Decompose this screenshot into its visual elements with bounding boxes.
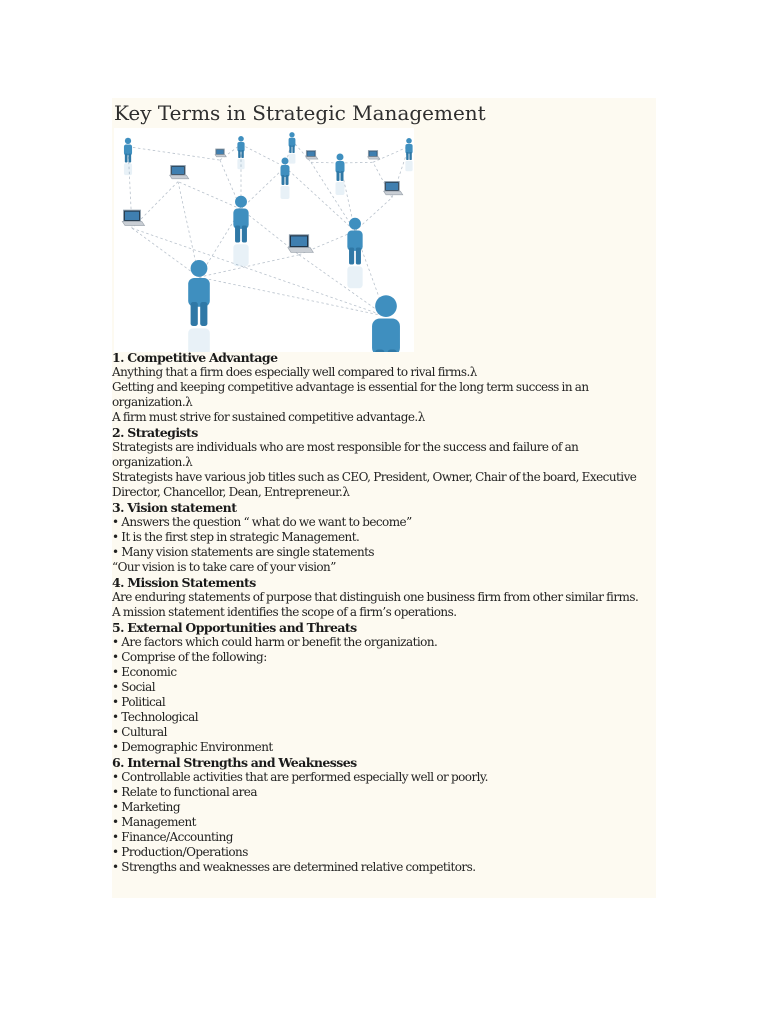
laptop-keyboard-icon [384, 191, 403, 195]
section-line: Are enduring statements of purpose that distinguish one business firm from other similar firms. [112, 590, 639, 604]
person-leg-icon [242, 226, 247, 243]
section-line: “Our vision is to take care of your vision” [112, 560, 336, 574]
laptop-keyboard-icon [170, 175, 189, 179]
network-link-line [241, 144, 285, 167]
section-heading: 1. Competitive Advantage [112, 350, 278, 365]
person-head-icon [375, 295, 397, 317]
person-leg-icon [409, 152, 411, 160]
person-reflection [124, 163, 132, 175]
person-head-icon [191, 260, 208, 277]
person-head-icon [289, 132, 294, 137]
section-line: • Many vision statements are single statements [112, 545, 375, 559]
laptop-display-icon [217, 150, 224, 154]
section-line: • Economic [112, 665, 177, 679]
laptop-display-icon [291, 236, 307, 246]
person-leg-icon [286, 175, 289, 185]
section-line: Strategists have various job titles such as CEO, President, Owner, Chair of the board, Executive Director, Chancellor, Dean, Entrepreneur.λ [112, 470, 637, 499]
person-reflection [233, 244, 248, 266]
section-line: • Production/Operations [112, 845, 248, 859]
network-link-line [373, 146, 409, 162]
person-body-icon [233, 209, 248, 229]
person-body-icon [289, 138, 296, 147]
person-body-icon [281, 165, 290, 177]
laptop-keyboard-icon [122, 221, 144, 225]
section-line: • Marketing [112, 800, 180, 814]
person-head-icon [349, 218, 361, 230]
person-head-icon [235, 196, 247, 208]
section-line: Getting and keeping competitive advantage is essential for the long term success in an organization.λ [112, 380, 589, 409]
person-body-icon [237, 142, 244, 152]
network-link-line [241, 167, 285, 209]
section-line: • Answers the question “ what do we want to become” [112, 515, 412, 529]
people-network-icon [114, 128, 414, 352]
section-line: • Controllable activities that are performed especially well or poorly. [112, 770, 488, 784]
person-leg-icon [125, 154, 128, 163]
section-line: Anything that a firm does especially well compared to rival firms.λ [112, 365, 477, 379]
laptop-display-icon [386, 183, 398, 190]
person-leg-icon [292, 145, 294, 153]
section-line: Strategists are individuals who are most responsible for the success and failure of an organization.λ [112, 440, 579, 469]
section-line: • Demographic Environment [112, 740, 273, 754]
section-line: • Technological [112, 710, 199, 724]
section-line: • It is the first step in strategic Management. [112, 530, 360, 544]
person-leg-icon [191, 302, 198, 326]
laptop-keyboard-icon [306, 157, 318, 159]
section-heading: 3. Vision statement [112, 500, 237, 515]
person-leg-icon [406, 152, 408, 160]
section-line: • Finance/Accounting [112, 830, 233, 844]
person-head-icon [282, 158, 289, 165]
person-head-icon [125, 138, 131, 144]
document-body [112, 350, 652, 875]
network-link-line [199, 255, 299, 277]
section-line: • Comprise of the following: [112, 650, 267, 664]
laptop-keyboard-icon [368, 157, 380, 159]
section-line: • Relate to functional area [112, 785, 257, 799]
section-heading: 2. Strategists [112, 425, 198, 440]
person-reflection [188, 328, 210, 352]
laptop-keyboard-icon [215, 155, 226, 157]
person-leg-icon [356, 248, 361, 265]
network-link-line [128, 147, 220, 160]
laptop-display-icon [369, 151, 377, 156]
network-link-line [355, 198, 392, 232]
section-heading: 5. External Opportunities and Threats [112, 620, 357, 635]
section-line: • Are factors which could harm or benefit the organization. [112, 635, 438, 649]
laptop-keyboard-icon [288, 248, 314, 253]
person-head-icon [406, 138, 412, 144]
person-body-icon [405, 144, 412, 154]
section-line: • Social [112, 680, 155, 694]
person-leg-icon [238, 150, 240, 158]
person-body-icon [336, 161, 345, 173]
section-line: • Cultural [112, 725, 167, 739]
person-body-icon [347, 231, 362, 251]
laptop-display-icon [172, 167, 184, 174]
person-body-icon [188, 278, 210, 307]
section-line: A firm must strive for sustained competitive advantage.λ [112, 410, 425, 424]
person-reflection [336, 182, 345, 195]
person-reflection [405, 161, 412, 171]
person-reflection [289, 154, 296, 164]
section-heading: 6. Internal Strengths and Weaknesses [112, 755, 357, 770]
section-line: • Management [112, 815, 196, 829]
person-body-icon [124, 145, 132, 156]
network-link-line [132, 228, 199, 277]
person-reflection [281, 186, 290, 199]
network-illustration [114, 128, 414, 352]
person-leg-icon [235, 226, 240, 243]
person-leg-icon [289, 145, 291, 153]
document-title: Key Terms in Strategic Management [114, 101, 486, 125]
person-leg-icon [337, 171, 340, 181]
person-leg-icon [349, 248, 354, 265]
person-leg-icon [282, 175, 285, 185]
section-heading: 4. Mission Statements [112, 575, 256, 590]
person-reflection [237, 159, 244, 169]
network-link-line [311, 162, 355, 231]
section-line: • Political [112, 695, 166, 709]
person-leg-icon [128, 154, 131, 163]
person-leg-icon [200, 302, 207, 326]
person-head-icon [337, 154, 344, 161]
network-link-line [340, 162, 373, 163]
network-link-line [178, 182, 241, 210]
laptop-display-icon [125, 212, 139, 220]
person-head-icon [238, 136, 244, 142]
person-leg-icon [341, 171, 344, 181]
person-reflection [347, 266, 362, 288]
section-line: A mission statement identifies the scope of a firm’s operations. [112, 605, 457, 619]
person-body-icon [372, 319, 400, 353]
section-line: • Strengths and weaknesses are determined relative competitors. [112, 860, 476, 874]
laptop-display-icon [307, 151, 315, 156]
person-leg-icon [241, 150, 243, 158]
